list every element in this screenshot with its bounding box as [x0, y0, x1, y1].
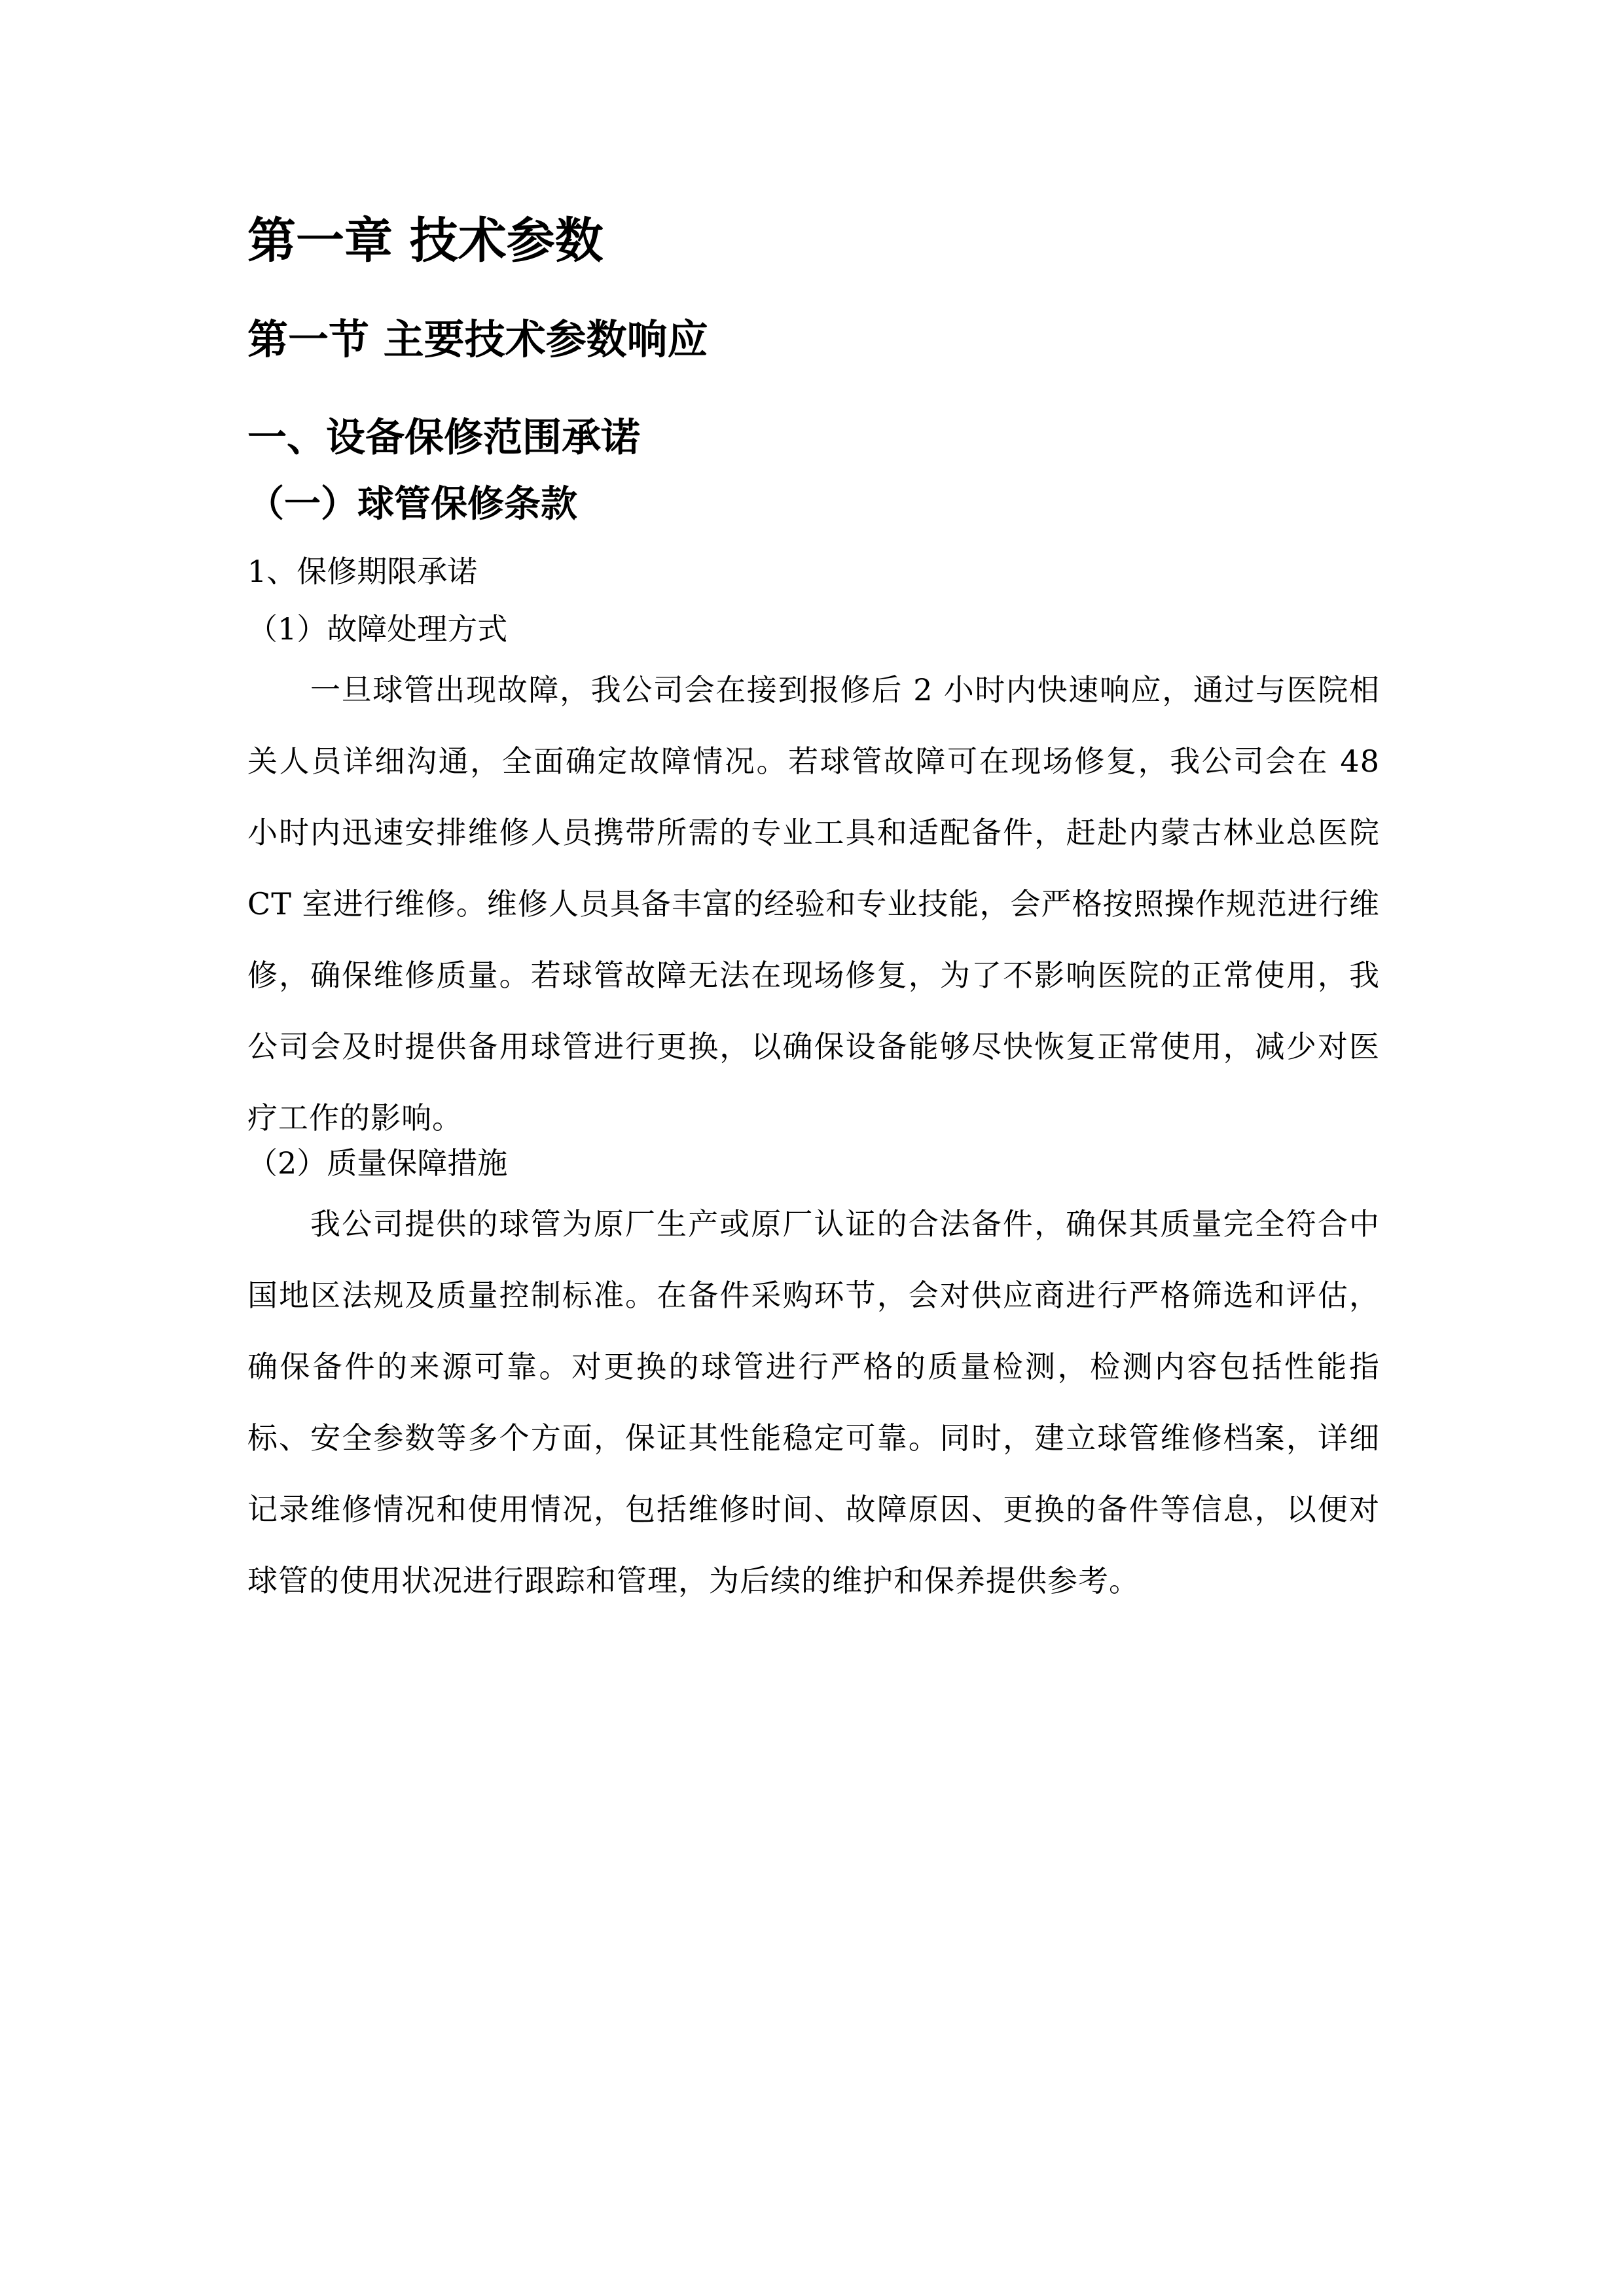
heading-tube-warranty-terms: （一）球管保修条款: [247, 482, 577, 526]
section-title: 第一节 主要技术参数响应: [247, 315, 708, 363]
paragraph-quality-assurance: 我公司提供的球管为原厂生产或原厂认证的合法备件，确保其质量完全符合中国地区法规及质量控制标准。在备件采购环节，会对供应商进行严格筛选和评估，确保备件的来源可靠。对更换的球管进行严格的质量检测，检测内容包括性能指标、安全参数等多个方面，保证其性能稳定可靠。同时，建立球管维修档案，详细记录维修情况和使用情况，包括维修时间、故障原因、更换的备件等信息，以便对球管的使用状况进行跟踪和管理，为后续的维护和保养提供参考。: [247, 1206, 1380, 1598]
heading-warranty-scope: 一、设备保修范围承诺: [247, 415, 640, 461]
item-warranty-period: 1、保修期限承诺: [247, 554, 478, 589]
sub-item-fault-handling: （1）故障处理方式: [247, 611, 508, 647]
paragraph-fault-handling: 一旦球管出现故障，我公司会在接到报修后 2 小时内快速响应，通过与医院相关人员详细沟通，全面确定故障情况。若球管故障可在现场修复，我公司会在 48 小时内迅速安排维修人员携带所需的专业工具和适配备件，赶赴内蒙古林业总医院 CT 室进行维修。维修人员具备丰富的经验和专业技能，会严格按照操作规范进行维修，确保维修质量。若球管故障无法在现场修复，为了不影响医院的正常使用，我公司会及时提供备用球管进行更换，以确保设备能够尽快恢复正常使用，减少对医疗工作的影响。: [247, 672, 1380, 1136]
chapter-title: 第一章 技术参数: [247, 213, 604, 269]
sub-item-quality-assurance: （2）质量保障措施: [247, 1145, 508, 1181]
